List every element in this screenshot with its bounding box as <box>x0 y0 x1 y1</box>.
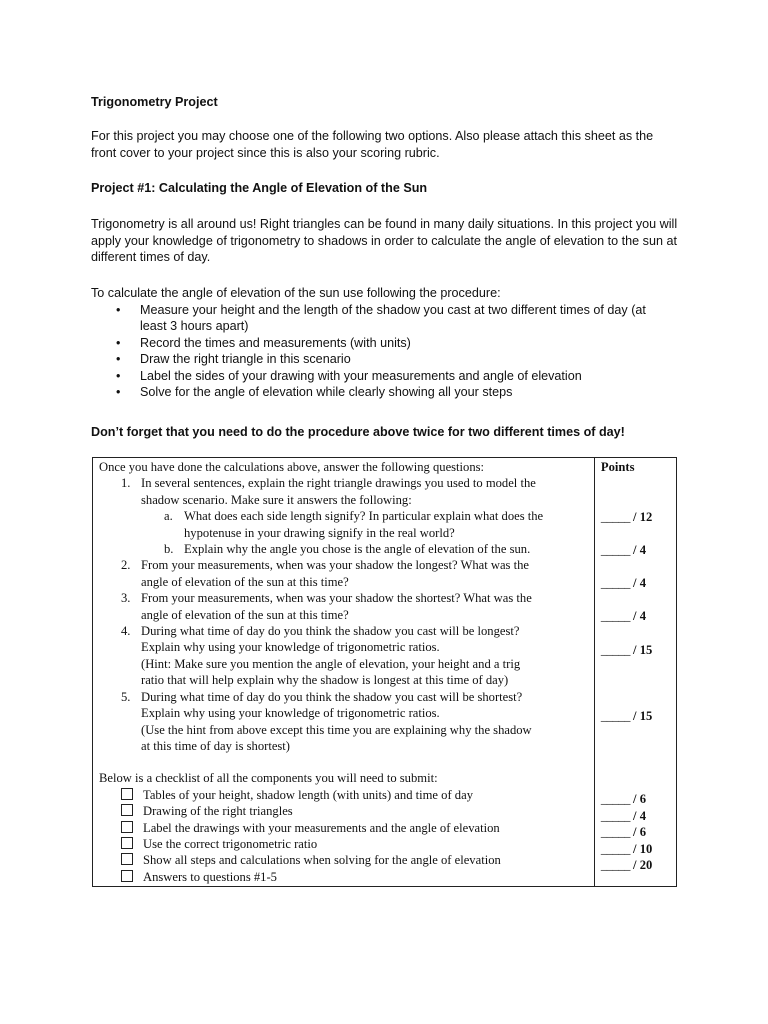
points-cell <box>594 458 676 887</box>
question-1a: a. What does each side length signify? In particular explain what does the <box>164 509 544 524</box>
list-item: • Draw the right triangle in this scenario <box>116 352 351 366</box>
question-3: 3. From your measurements, when was your shadow the shortest? What was the <box>121 591 532 606</box>
project1-heading: Project #1: Calculating the Angle of Elevation of the Sun <box>91 181 428 195</box>
intro-paragraph: For this project you may choose one of the following two options. Also please attach this sheet as the front cover to your project since this is also your scoring rubric. <box>91 129 654 160</box>
list-item: • Label the sides of your drawing with your measurements and angle of elevation <box>116 368 582 383</box>
checkbox-icon[interactable] <box>121 788 133 800</box>
procedure-intro: To calculate the angle of elevation of the sun use following the procedure: <box>91 286 501 300</box>
document-title: Trigonometry Project <box>91 95 218 109</box>
checklist-item: Answers to questions #1-5 <box>99 869 594 885</box>
bullet: • <box>116 368 121 383</box>
bullet: • <box>116 335 121 350</box>
question-4: 4. During what time of day do you think the shadow you cast will be longest? <box>121 624 520 639</box>
question-1b: b. Explain why the angle you chose is the angle of elevation of the sun. <box>164 542 531 557</box>
checklist-item: Tables of your height, shadow length (with units) and time of day <box>99 787 594 803</box>
rubric-intro: Once you have done the calculations above, answer the following questions: <box>99 460 485 474</box>
bullet: • <box>116 385 121 399</box>
scoring-rubric-table <box>92 457 677 887</box>
question-1: 1. In several sentences, explain the right triangle drawings you used to model the <box>121 476 536 491</box>
questions-cell: Once you have done the calculations above, answer the following questions: 1. In several sentences, explain the right triangle drawings you used to model the shadow scenario. Make sure it answers the following: a. What does each side length signify? In particular explain what does the hypotenuse in your drawing signify in the real world? b. Explain why the angle you chose is the angle of elevation of the sun. 2. From your measurements, when was your shadow the longest? What was the angle of elevation of the sun at this time? 3. From your measurements, when was your shadow the shortest? What was the angle of elevation of the sun at this time? 4. During what time of day do you think the shadow you cast will be longest? Explain why using your knowledge of trigonometric ratios. (Hint: Make sure you mention the angle of elevation, your height and a trig ratio that will help explain why the shadow is longest at this time of day) 5. During what time of day do you think the shadow you cast will be shortest? Explain why using your knowledge of trigonometric ratios. (Use the hint from above except this time you are explaining why the shadow at this time of day is shortest) Below is a checklist of all the components you will need to submit: Tables of your height, shadow length (with units) and time of day Drawing of the right triangles Label the drawings with your measurements and the angle of elevation Use the correct trigonometric ratio Show all steps and calculations when solving for the angle of elevation Answers to questions #1-5 <box>93 458 595 887</box>
points-q1b: _____ / 4 <box>600 543 646 557</box>
question-2: 2. From your measurements, when was your shadow the longest? What was the <box>121 558 529 573</box>
points-q2: _____ / 4 <box>600 576 646 590</box>
checkbox-icon[interactable] <box>121 821 133 833</box>
checklist-intro: Below is a checklist of all the components you will need to submit: <box>99 771 438 786</box>
checkbox-icon[interactable] <box>121 870 133 882</box>
list-item: • Measure your height and the length of the shadow you cast at two different times of day (at least 3 hours apart) <box>116 302 646 333</box>
question-5: 5. During what time of day do you think the shadow you cast will be shortest? <box>121 689 523 704</box>
checklist-item: Use the correct trigonometric ratio <box>99 836 594 852</box>
checkbox-icon[interactable] <box>121 837 133 849</box>
checklist-item: Drawing of the right triangles <box>99 803 594 819</box>
points-checklist-2: _____ / 4 <box>600 809 646 823</box>
points-checklist-3: _____ / 6 <box>600 825 646 839</box>
checkbox-icon[interactable] <box>121 853 133 865</box>
points-q1a: _____ / 12 <box>600 510 653 524</box>
points-checklist-4: _____ / 10 <box>600 842 653 856</box>
checklist-item: Show all steps and calculations when solving for the angle of elevation <box>99 852 594 868</box>
list-item: • Record the times and measurements (with units) <box>116 335 411 350</box>
checklist-item: Label the drawings with your measurements and the angle of elevation <box>99 820 594 836</box>
points-checklist-1: _____ / 6 <box>600 792 646 806</box>
procedure-steps <box>91 302 691 401</box>
procedure-reminder: Don’t forget that you need to do the procedure above twice for two different times of day! <box>91 425 625 439</box>
bullet: • <box>116 352 121 366</box>
procedure-section <box>91 285 691 401</box>
points-q4: _____ / 15 <box>600 643 653 657</box>
list-item: • Solve for the angle of elevation while clearly showing all your steps <box>116 385 513 399</box>
points-q5: _____ / 15 <box>600 709 653 723</box>
bullet: • <box>116 302 121 317</box>
points-checklist-5: _____ / 20 <box>600 858 653 872</box>
points-q3: _____ / 4 <box>600 609 646 623</box>
project1-description: Trigonometry is all around us! Right triangles can be found in many daily situations. In this project you will apply your knowledge of trigonometry to shadows in order to calculate the angle of elevation to the sun at different times of day. <box>91 217 678 264</box>
points-header: Points <box>600 460 635 474</box>
checkbox-icon[interactable] <box>121 804 133 816</box>
